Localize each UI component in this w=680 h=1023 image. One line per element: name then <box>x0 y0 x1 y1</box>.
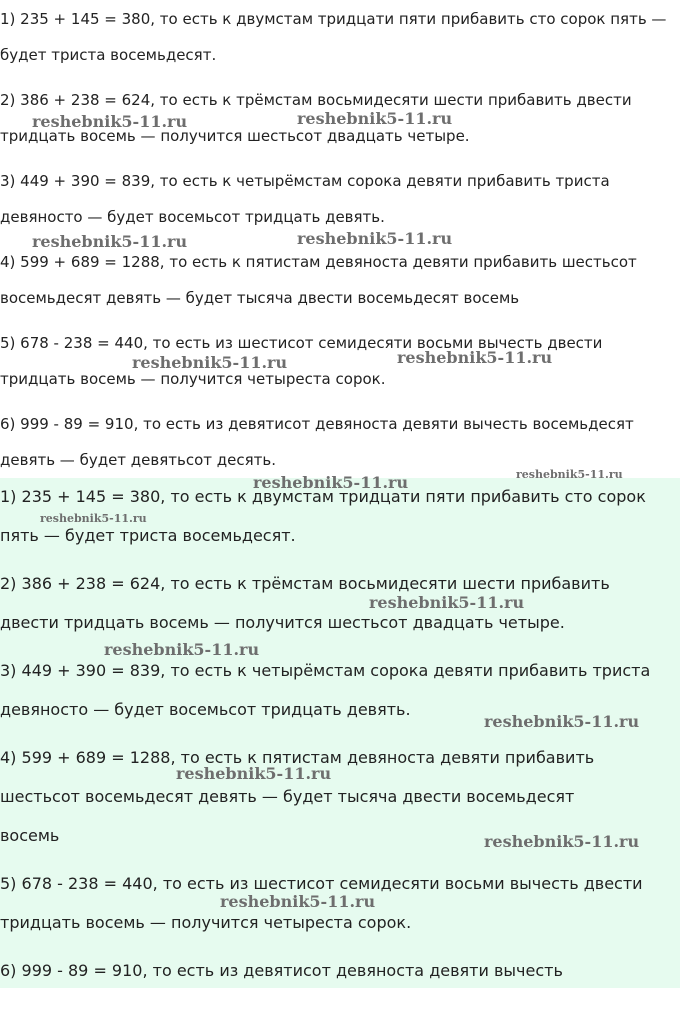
watermark: reshebnik5-11.ru <box>297 109 453 128</box>
watermark: reshebnik5-11.ru <box>516 468 623 481</box>
text-line: тридцать восемь — получится четыреста сорок. <box>0 913 412 932</box>
text-line: восемь <box>0 826 60 845</box>
watermark: reshebnik5-11.ru <box>104 640 260 659</box>
text-line: восемьдесят девять — будет тысяча двести восемьдесят восемь <box>0 289 520 307</box>
watermark: reshebnik5-11.ru <box>484 712 640 731</box>
highlighted-section-background <box>0 478 680 988</box>
text-line: 1) 235 + 145 = 380, то есть к двумстам тридцати пяти прибавить сто сорок <box>0 487 646 506</box>
text-line: девяносто — будет восемьсот тридцать девять. <box>0 208 385 226</box>
text-line: шестьсот восемьдесят девять — будет тысяча двести восемьдесят <box>0 787 575 806</box>
watermark: reshebnik5-11.ru <box>32 112 188 131</box>
text-line: 2) 386 + 238 = 624, то есть к трёмстам восьмидесяти шести прибавить <box>0 574 610 593</box>
watermark: reshebnik5-11.ru <box>369 593 525 612</box>
text-line: двести тридцать восемь — получится шестьсот двадцать четыре. <box>0 613 565 632</box>
text-line: 2) 386 + 238 = 624, то есть к трёмстам восьмидесяти шести прибавить двести <box>0 91 632 109</box>
text-line: девять — будет девятьсот десять. <box>0 451 276 469</box>
watermark: reshebnik5-11.ru <box>253 473 409 492</box>
watermark: reshebnik5-11.ru <box>132 353 288 372</box>
text-line: 5) 678 - 238 = 440, то есть из шестисот семидесяти восьми вычесть двести <box>0 334 603 352</box>
text-line: 3) 449 + 390 = 839, то есть к четырёмстам сорока девяти прибавить триста <box>0 661 651 680</box>
text-line: 6) 999 - 89 = 910, то есть из девятисот девяноста девяти вычесть восемьдесят <box>0 415 634 433</box>
text-line: девяносто — будет восемьсот тридцать девять. <box>0 700 411 719</box>
text-line: 3) 449 + 390 = 839, то есть к четырёмстам сорока девяти прибавить триста <box>0 172 610 190</box>
text-line: будет триста восемьдесят. <box>0 46 217 64</box>
watermark: reshebnik5-11.ru <box>397 348 553 367</box>
text-line: 5) 678 - 238 = 440, то есть из шестисот семидесяти восьми вычесть двести <box>0 874 643 893</box>
text-line: 4) 599 + 689 = 1288, то есть к пятистам девяноста девяти прибавить <box>0 748 595 767</box>
watermark: reshebnik5-11.ru <box>176 764 332 783</box>
watermark: reshebnik5-11.ru <box>32 232 188 251</box>
text-line: 1) 235 + 145 = 380, то есть к двумстам тридцати пяти прибавить сто сорок пять — <box>0 10 667 28</box>
text-line: тридцать восемь — получится шестьсот двадцать четыре. <box>0 127 470 145</box>
watermark: reshebnik5-11.ru <box>220 892 376 911</box>
watermark: reshebnik5-11.ru <box>40 512 147 525</box>
text-line: 6) 999 - 89 = 910, то есть из девятисот девяноста девяти вычесть <box>0 961 563 980</box>
text-line: пять — будет триста восемьдесят. <box>0 526 296 545</box>
text-line: 4) 599 + 689 = 1288, то есть к пятистам девяноста девяти прибавить шестьсот <box>0 253 637 271</box>
watermark: reshebnik5-11.ru <box>484 832 640 851</box>
text-line: тридцать восемь — получится четыреста сорок. <box>0 370 386 388</box>
watermark: reshebnik5-11.ru <box>297 229 453 248</box>
